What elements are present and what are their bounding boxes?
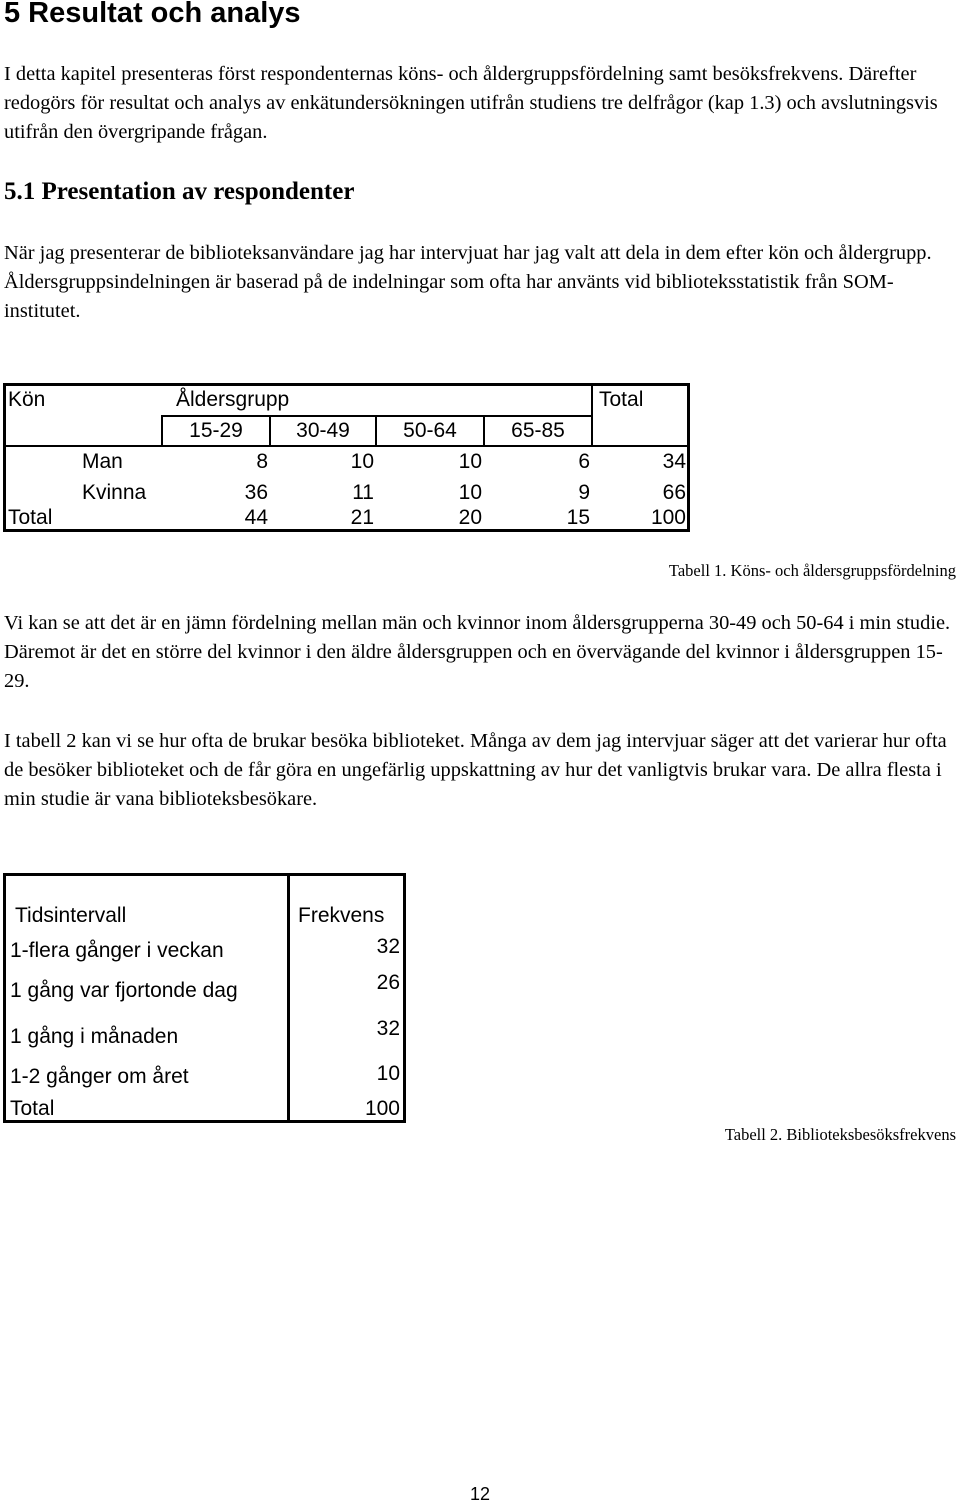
interval-label: 1-2 gånger om året <box>10 1065 189 1088</box>
table-cell-total: 100 <box>650 506 686 529</box>
table-cell: 20 <box>458 506 482 529</box>
total-value: 100 <box>364 1097 400 1120</box>
table-cell: 10 <box>458 481 482 504</box>
total-label: Total <box>10 1097 55 1120</box>
table2-divider <box>287 876 290 1120</box>
table-cell: 10 <box>350 450 374 473</box>
row-label-kvinna: Kvinna <box>82 481 147 504</box>
table-cell: 21 <box>350 506 374 529</box>
distribution-paragraph: Vi kan se att det är en jämn fördelning mellan män och kvinnor inom åldersgrupperna 30-49 och 50-64 i min studie. Däremot är det en större del kvinnor i den äldre åldersgruppen och en övervägande del kvinnor i åldersgruppen 15-29. <box>4 612 951 692</box>
header-frequency: Frekvens <box>298 904 385 927</box>
table-cell: 11 <box>352 481 374 504</box>
section-intro-paragraph: När jag presenterar de biblioteksanvändare jag har intervjuat har jag valt att dela in dem efter kön och åldergrupp. Åldersgruppsindelningen är baserad på de indelningar som ofta har använts vid biblioteksstatistik från SOM-institutet. <box>4 242 932 322</box>
chapter-heading: 5 Resultat och analys <box>4 0 301 29</box>
frequency-paragraph: I tabell 2 kan vi se hur ofta de brukar besöka biblioteket. Många av dem jag intervjuar säger att det varierar hur ofta de besöker biblioteket och de får göra en ungefärlig uppskattning av hur det vanligtvis brukar vara. De allra flesta i min studie är vana biblioteksbesökare. <box>4 730 947 810</box>
gender-age-table <box>3 383 690 532</box>
table-cell: 44 <box>244 506 268 529</box>
row-label-total: Total <box>8 506 53 529</box>
header-age-group: Åldersgrupp <box>176 388 290 411</box>
table-cell-total: 66 <box>662 481 686 504</box>
frequency-value: 32 <box>376 935 400 958</box>
table-cell: 10 <box>458 450 482 473</box>
intro-paragraph: I detta kapitel presenteras först respondenternas köns- och åldergruppsfördelning samt besöksfrekvens. Därefter redogörs för resultat och analys av enkätundersökningen utifrån studiens tre delfrågor (kap 1.3) och avslutningsvis utifrån den övergripande frågan. <box>4 63 938 143</box>
page-number: 12 <box>469 1484 491 1504</box>
table-cell: 9 <box>578 481 590 504</box>
header-total: Total <box>599 388 644 411</box>
interval-label: 1 gång i månaden <box>10 1025 179 1048</box>
table1-divider <box>6 445 687 447</box>
age-group-label: 30-49 <box>296 419 350 442</box>
table1-caption: Tabell 1. Köns- och åldersgruppsfördelning <box>668 561 956 580</box>
table1-divider <box>591 386 593 445</box>
table-cell-total: 34 <box>662 450 686 473</box>
age-group-label: 15-29 <box>189 419 243 442</box>
age-group-label: 50-64 <box>403 419 457 442</box>
interval-label: 1-flera gånger i veckan <box>10 939 224 962</box>
visit-frequency-table <box>3 873 406 1123</box>
section-heading: 5.1 Presentation av respondenter <box>4 178 355 205</box>
table-cell: 6 <box>578 450 590 473</box>
header-interval: Tidsintervall <box>15 904 127 927</box>
table-cell: 8 <box>256 450 268 473</box>
frequency-value: 26 <box>376 971 400 994</box>
frequency-value: 10 <box>376 1062 400 1085</box>
row-label-man: Man <box>82 450 123 473</box>
interval-label: 1 gång var fjortonde dag <box>10 979 238 1002</box>
table2-caption: Tabell 2. Biblioteksbesöksfrekvens <box>724 1125 956 1144</box>
header-kon: Kön <box>8 388 46 411</box>
table-cell: 15 <box>566 506 590 529</box>
age-group-label: 65-85 <box>511 419 565 442</box>
table-cell: 36 <box>244 481 268 504</box>
frequency-value: 32 <box>376 1017 400 1040</box>
